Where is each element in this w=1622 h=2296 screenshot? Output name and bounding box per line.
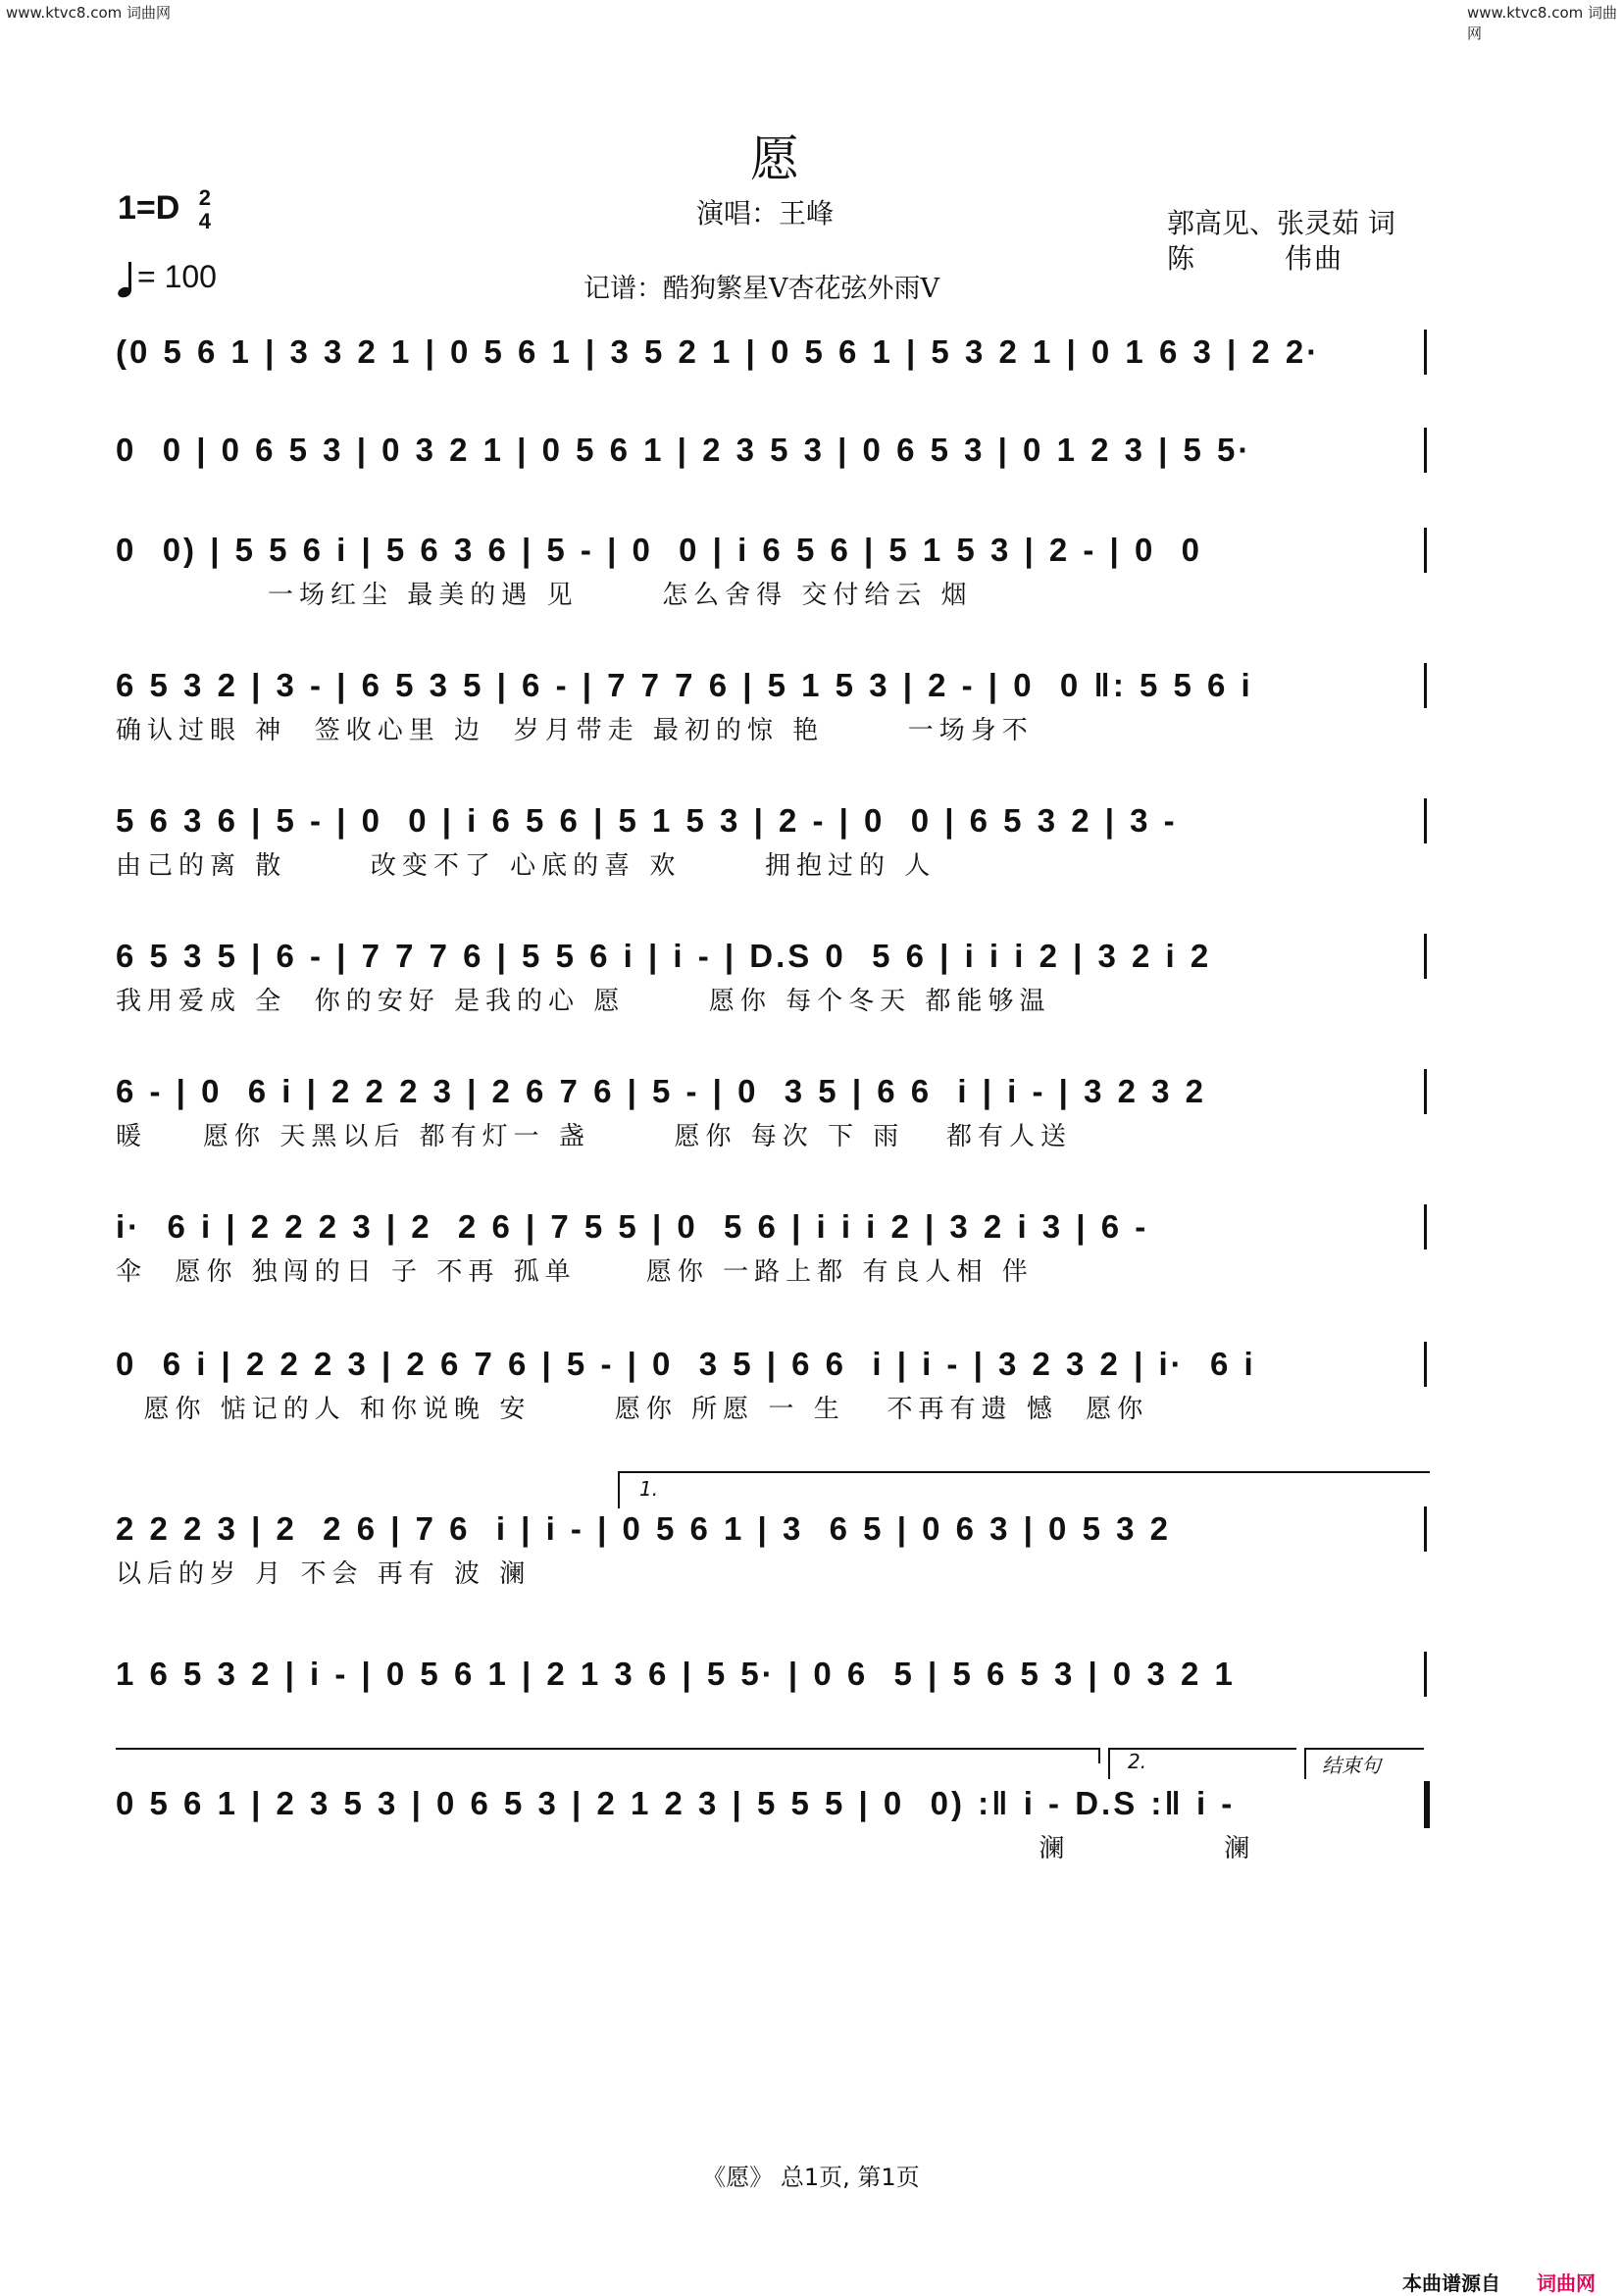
score-line-11 bbox=[116, 1656, 1430, 1693]
score-line-4 bbox=[116, 667, 1430, 746]
volta-1-bracket bbox=[618, 1471, 1430, 1508]
notation: 0 6 i | 2 2 2 3 | 2 6 7 6 | 5 - | 0 3 5 | 6 6 i | i - | 3 2 3 2 | i· 6 i bbox=[116, 1346, 1256, 1382]
barline bbox=[1424, 528, 1427, 573]
lyrics: 澜 澜 bbox=[116, 1834, 1256, 1863]
site-header-left: www.ktvc8.com 词曲网 bbox=[6, 4, 172, 22]
lyrics: 由己的离 散 改变不了 心底的喜 欢 拥抱过的 人 bbox=[116, 851, 937, 881]
source-text: 本曲谱源自 bbox=[1402, 2271, 1500, 2295]
score-line-12 bbox=[116, 1785, 1430, 1864]
lyrics: 我用爱成 全 你的安好 是我的心 愿 愿你 每个冬天 都能够温 bbox=[116, 987, 1051, 1016]
quarter-note-icon bbox=[118, 262, 131, 297]
score-line-3 bbox=[116, 532, 1430, 611]
notation: (0 5 6 1 | 3 3 2 1 | 0 5 6 1 | 3 5 2 1 | 0 5 6 1 | 5 3 2 1 | 0 1 6 3 | 2 2· bbox=[116, 333, 1321, 370]
volta-2-label: 2. bbox=[1128, 1750, 1147, 1773]
notation: 0 0 | 0 6 5 3 | 0 3 2 1 | 0 5 6 1 | 2 3 5 3 | 0 6 5 3 | 0 1 2 3 | 5 5· bbox=[116, 432, 1252, 468]
barline bbox=[1424, 798, 1427, 843]
volta-1-label: 1. bbox=[639, 1477, 659, 1501]
lyrics: 以后的岁 月 不会 再有 波 澜 bbox=[116, 1559, 532, 1589]
ending-label: 结束句 bbox=[1322, 1754, 1381, 1777]
score-line-1 bbox=[116, 333, 1430, 371]
site-header-right: www.ktvc8.com 词曲网 bbox=[1467, 4, 1618, 42]
barline bbox=[1424, 1506, 1427, 1552]
notation: 6 5 3 5 | 6 - | 7 7 7 6 | 5 5 6 i | i - | D.S 0 5 6 | i i i 2 | 3 2 i 2 bbox=[116, 938, 1212, 974]
score-line-7 bbox=[116, 1073, 1430, 1152]
score-line-10 bbox=[116, 1510, 1430, 1590]
time-signature-top: 2 bbox=[198, 185, 212, 210]
lyrics: 伞 愿你 独闯的日 子 不再 孤单 愿你 一路上都 有良人相 伴 bbox=[116, 1257, 1034, 1287]
score-line-2 bbox=[116, 432, 1430, 469]
time-signature-bottom: 4 bbox=[198, 209, 212, 233]
barline bbox=[1424, 1652, 1427, 1697]
source-brand: 词曲网 bbox=[1536, 2271, 1596, 2295]
time-signature bbox=[199, 186, 211, 233]
notation: 5 6 3 6 | 5 - | 0 0 | i 6 5 6 | 5 1 5 3 | 2 - | 0 0 | 6 5 3 2 | 3 - bbox=[116, 802, 1178, 839]
barline bbox=[1424, 1342, 1427, 1387]
notation: 1 6 5 3 2 | i - | 0 5 6 1 | 2 1 3 6 | 5 5· | 0 6 5 | 5 6 5 3 | 0 3 2 1 bbox=[116, 1656, 1236, 1692]
score-line-5 bbox=[116, 802, 1430, 882]
tempo-marking bbox=[118, 259, 217, 297]
score-line-8 bbox=[116, 1208, 1430, 1288]
barline bbox=[1424, 1069, 1427, 1114]
lyrics: 确认过眼 神 签收心里 边 岁月带走 最初的惊 艳 一场身不 bbox=[116, 716, 1034, 745]
lyrics: 一场红尘 最美的遇 见 怎么舍得 交付给云 烟 bbox=[268, 581, 973, 610]
tempo-value: = 100 bbox=[137, 259, 217, 294]
notation: 2 2 2 3 | 2 2 6 | 7 6 i | i - | 0 5 6 1 | 3 6 5 | 0 6 3 | 0 5 3 2 bbox=[116, 1510, 1171, 1547]
composer-credit: 陈 伟曲 bbox=[1167, 242, 1344, 275]
barline bbox=[1424, 663, 1427, 708]
lyrics: 暖 愿你 天黑以后 都有灯一 盏 愿你 每次 下 雨 都有人送 bbox=[116, 1122, 1073, 1151]
notation: i· 6 i | 2 2 2 3 | 2 2 6 | 7 5 5 | 0 5 6 | i i i 2 | 3 2 i 3 | 6 - bbox=[116, 1208, 1149, 1245]
barline bbox=[1424, 1204, 1427, 1250]
barline bbox=[1424, 428, 1427, 473]
notation: 6 - | 0 6 i | 2 2 2 3 | 2 6 7 6 | 5 - | 0 3 5 | 6 6 i | i - | 3 2 3 2 bbox=[116, 1073, 1206, 1109]
source-note bbox=[1402, 2268, 1596, 2296]
recorder-credit: 记谱：酷狗繁星V杏花弦外雨V bbox=[583, 274, 939, 304]
page-footer: 《愿》 总1页, 第1页 bbox=[702, 2164, 920, 2191]
notation: 0 0) | 5 5 6 i | 5 6 3 6 | 5 - | 0 0 | i 6 5 6 | 5 1 5 3 | 2 - | 0 0 bbox=[116, 532, 1202, 568]
lyrics: 愿你 惦记的人 和你说晚 安 愿你 所愿 一 生 不再有遗 憾 愿你 bbox=[116, 1395, 1149, 1424]
key-signature bbox=[118, 186, 211, 233]
notation: 0 5 6 1 | 2 3 5 3 | 0 6 5 3 | 2 1 2 3 | 5 5 5 | 0 0) :‖ i - D.S :‖ i - bbox=[116, 1785, 1236, 1821]
final-barline bbox=[1424, 1781, 1430, 1828]
barline bbox=[1424, 934, 1427, 979]
singer-credit: 演唱：王峰 bbox=[696, 197, 835, 230]
notation: 6 5 3 2 | 3 - | 6 5 3 5 | 6 - | 7 7 7 6 | 5 1 5 3 | 2 - | 0 0 ‖: 5 5 6 i bbox=[116, 667, 1253, 703]
score-line-9 bbox=[116, 1346, 1430, 1425]
key-label: 1=D bbox=[118, 188, 180, 227]
lyricist-credit: 郭高见、张灵茹 词 bbox=[1167, 207, 1395, 239]
page-title: 愿 bbox=[750, 130, 799, 187]
volta-1-continuation bbox=[116, 1748, 1100, 1763]
score-line-6 bbox=[116, 938, 1430, 1017]
barline bbox=[1424, 330, 1427, 375]
